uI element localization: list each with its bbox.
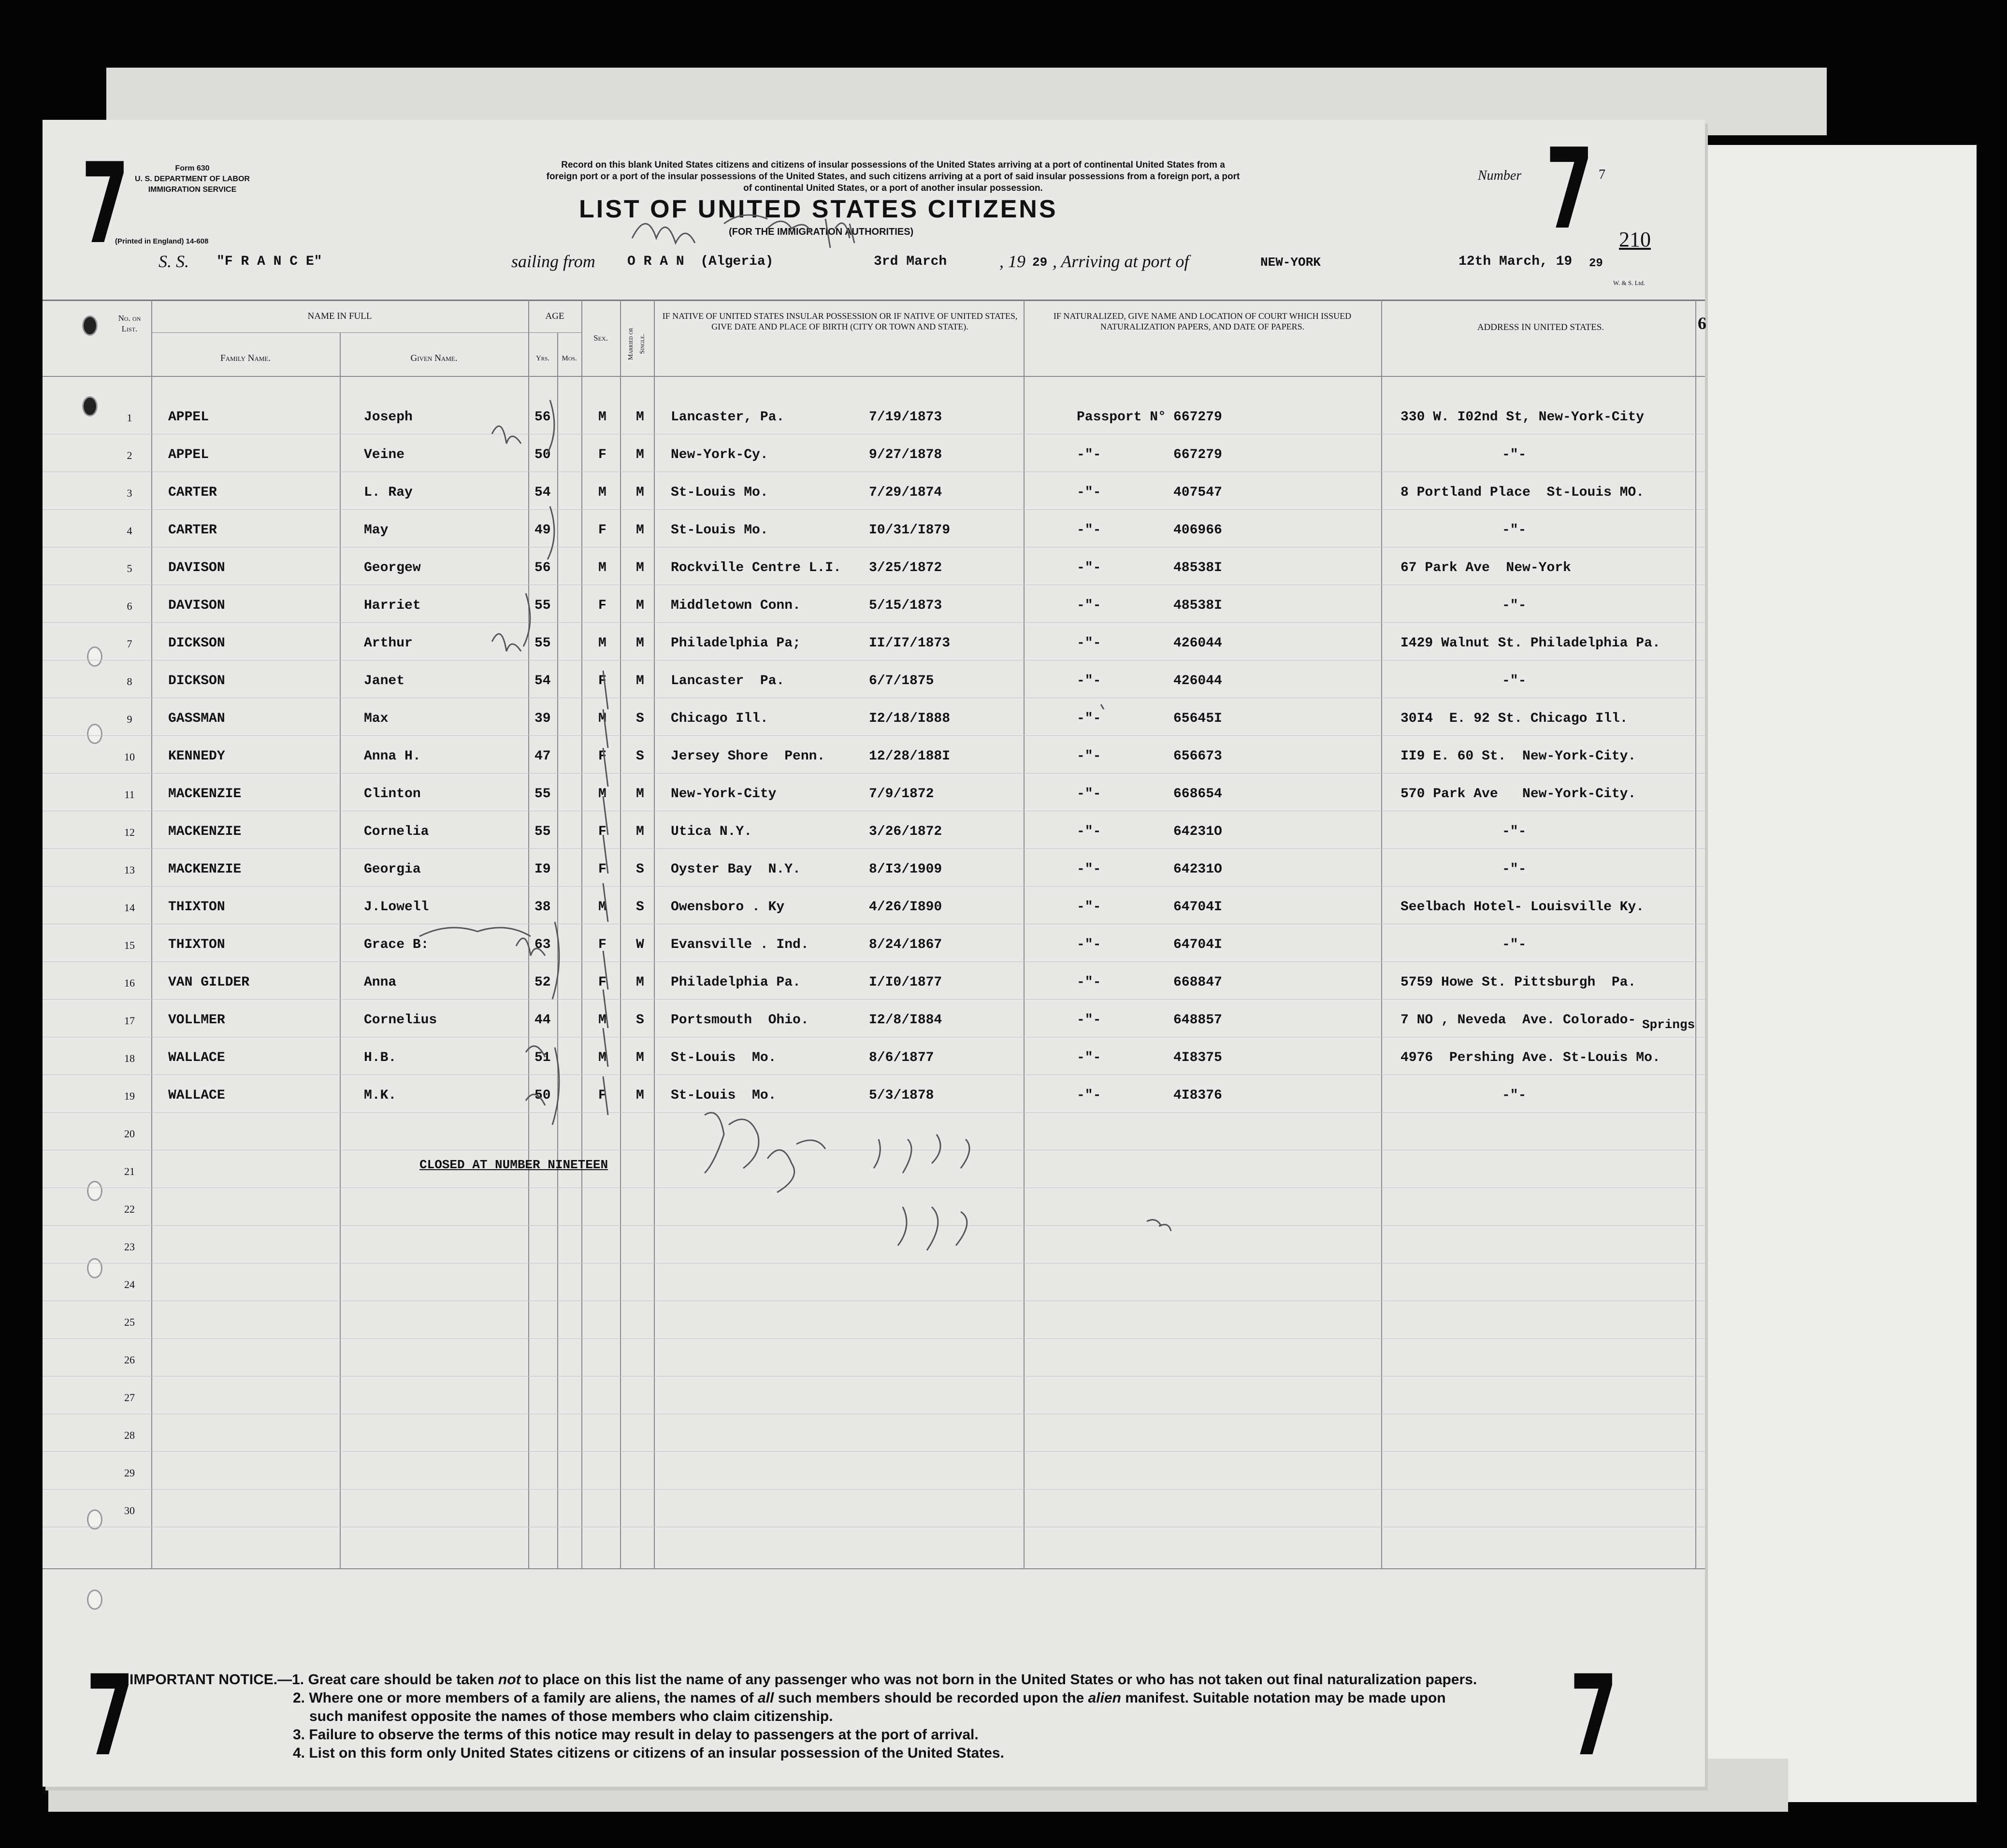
family-name-cell: CARTER (168, 485, 217, 500)
sex-cell: M (598, 485, 606, 500)
birthdate-cell: I2/8/I884 (869, 1013, 942, 1028)
row-number: 9 (127, 713, 132, 725)
sex-cell: M (598, 787, 606, 802)
birthplace-cell: St-Louis Mo. (671, 1050, 777, 1065)
birthdate-cell: 9/27/1878 (869, 447, 942, 462)
papers-number-cell: 64704I (1173, 900, 1222, 915)
sailing-date: 3rd March (874, 254, 947, 269)
family-name-cell: THIXTON (168, 900, 225, 915)
age-cell: 56 (534, 410, 551, 425)
birthplace-cell: New-York-City (671, 787, 777, 802)
service-label: IMMIGRATION SERVICE (148, 186, 237, 194)
age-cell: 38 (534, 900, 551, 915)
birthdate-cell: 3/26/1872 (869, 824, 942, 839)
papers-number-cell: 64704I (1173, 937, 1222, 952)
papers-number-cell: 4I8376 (1173, 1088, 1222, 1103)
sex-cell: F (598, 598, 606, 613)
row-number: 6 (127, 600, 132, 612)
papers-label-cell: -"- (1077, 975, 1101, 990)
notice-line-2-cont: such manifest opposite the names of those members who claim citizenship. (309, 1708, 833, 1724)
sailing-year: 29 (1032, 255, 1048, 270)
sex-cell: F (598, 673, 606, 688)
papers-number-cell: 667279 (1173, 410, 1222, 425)
printer-mark: W. & S. Ltd. (1613, 279, 1645, 287)
row-number: 27 (124, 1391, 135, 1404)
married-cell: M (636, 1050, 644, 1065)
row-number: 7 (127, 638, 132, 650)
sex-cell: F (598, 937, 606, 952)
papers-label-cell: -"- (1077, 862, 1101, 877)
papers-number-cell: 4I8375 (1173, 1050, 1222, 1065)
given-name-cell: Georgew (364, 560, 421, 575)
given-name-cell: Harriet (364, 598, 421, 613)
address-cell: -"- (1502, 824, 1527, 839)
row-number: 12 (124, 826, 135, 838)
papers-number-cell: 65645I (1173, 711, 1222, 726)
address-cell: Seelbach Hotel- Louisville Ky. (1401, 900, 1645, 915)
age-cell: 55 (534, 636, 551, 651)
instructions-line-2: foreign port or a port of the insular possessions of the United States, and such citizens arriving at a port of said insular possessions from a foreign port, a port (546, 172, 1240, 182)
papers-label-cell: -"- (1077, 824, 1101, 839)
side-mark: 6 (1698, 314, 1706, 333)
ship-prefix: S. S. (159, 252, 189, 271)
sex-cell: F (598, 862, 606, 877)
papers-number-cell: 48538I (1173, 598, 1222, 613)
header-naturalized: IF NATURALIZED, GIVE NAME AND LOCATION OF COURT WHICH ISSUED NATURALIZATION PAPERS, AND DATE OF PAPERS. (1053, 311, 1352, 331)
papers-label-cell: -"- (1077, 523, 1101, 538)
header-birthplace: IF NATIVE OF UNITED STATES INSULAR POSSESSION OR IF NATIVE OF UNITED STATES, GIVE DATE AND PLACE OF BIRTH (CITY OR TOWN AND STATE). (662, 311, 1018, 331)
family-name-cell: APPEL (168, 410, 209, 425)
corner-number: 210 (1619, 228, 1651, 251)
row-number: 2 (127, 449, 132, 461)
papers-label-cell: -"- (1077, 598, 1101, 613)
sex-cell: M (598, 711, 606, 726)
age-cell: 52 (534, 975, 551, 990)
given-name-cell: Anna H. (364, 749, 421, 764)
header-family-name: Family Name. (220, 353, 271, 363)
address-cell: 330 W. I02nd St, New-York-City (1401, 410, 1645, 425)
page-title: LIST OF UNITED STATES CITIZENS (579, 195, 1058, 223)
notice-item-1-rest: to place on this list the name of any passenger who was not born in the United States or who has not taken out final naturalization papers. (520, 1672, 1477, 1688)
given-name-cell: Clinton (364, 787, 421, 802)
birthdate-cell: 8/24/1867 (869, 937, 942, 952)
address-cell: 8 Portland Place St-Louis MO. (1401, 485, 1645, 500)
birthplace-cell: Lancaster Pa. (671, 673, 785, 688)
married-cell: M (636, 636, 644, 651)
papers-label-cell: -"- (1077, 787, 1101, 802)
instructions-line-3: of continental United States, or a port of another insular possession. (743, 183, 1043, 193)
row-number: 5 (127, 562, 132, 574)
age-cell: 44 (534, 1013, 551, 1028)
married-cell: S (636, 749, 644, 764)
papers-number-cell: 426044 (1173, 673, 1222, 688)
sex-cell: M (598, 410, 606, 425)
birthdate-cell: 6/7/1875 (869, 673, 934, 688)
married-cell: M (636, 523, 644, 538)
row-number: 14 (124, 902, 135, 914)
age-cell: 51 (534, 1050, 551, 1065)
row-number: 13 (124, 864, 135, 876)
row-number: 20 (124, 1128, 135, 1140)
birthplace-cell: Oyster Bay N.Y. (671, 862, 801, 877)
age-cell: 54 (534, 673, 551, 688)
page-marker-seven-top-left: 7 (81, 140, 130, 269)
birthdate-cell: I/I0/1877 (869, 975, 942, 990)
married-cell: W (636, 937, 644, 952)
age-cell: 55 (534, 787, 551, 802)
notice-item-2-mid: such members should be recorded upon the (774, 1690, 1088, 1706)
notice-heading: IMPORTANT NOTICE.— (130, 1672, 292, 1688)
sex-cell: F (598, 447, 606, 462)
header-sex: Sex. (593, 333, 608, 343)
header-address: ADDRESS IN UNITED STATES. (1477, 322, 1604, 332)
sex-cell: F (598, 824, 606, 839)
papers-label-cell: -"- (1077, 937, 1101, 952)
family-name-cell: CARTER (168, 523, 217, 538)
row-number: 28 (124, 1429, 135, 1441)
birthplace-cell: Middletown Conn. (671, 598, 801, 613)
row-number: 29 (124, 1467, 135, 1479)
page-number-small: 7 (1599, 167, 1605, 182)
birthplace-cell: New-York-Cy. (671, 447, 768, 462)
papers-label-cell: -"- (1077, 485, 1101, 500)
family-name-cell: WALLACE (168, 1050, 225, 1065)
given-name-cell: M.K. (364, 1088, 397, 1103)
given-name-cell: Cornelius (364, 1013, 437, 1028)
birthplace-cell: Philadelphia Pa; (671, 636, 801, 651)
family-name-cell: APPEL (168, 447, 209, 462)
row-number: 8 (127, 675, 132, 688)
married-cell: M (636, 447, 644, 462)
header-age-mos: Mos. (562, 355, 577, 362)
married-cell: S (636, 900, 644, 915)
family-name-cell: VOLLMER (168, 1013, 225, 1028)
married-cell: M (636, 787, 644, 802)
page-marker-seven-top-right: 7 (1545, 125, 1594, 254)
notice-item-2-emphasis-alien: alien (1088, 1690, 1121, 1706)
address-cell: 7 NO , Neveda Ave. Colorado- (1401, 1013, 1636, 1028)
papers-label-cell: -"- (1077, 1013, 1101, 1028)
age-cell: 54 (534, 485, 551, 500)
header-married: Married or Single. (627, 328, 646, 360)
sex-cell: F (598, 749, 606, 764)
given-name-cell: Grace B: (364, 937, 429, 952)
sailing-year-prefix: , 19 (999, 252, 1025, 271)
address-continuation: Springs (1642, 1017, 1695, 1032)
birthplace-cell: Chicago Ill. (671, 711, 768, 726)
papers-label-cell: -"- (1077, 900, 1101, 915)
row-number: 4 (127, 525, 132, 537)
header-no-on-list: No. on List. (118, 314, 141, 333)
row-number: 10 (124, 751, 135, 763)
row-number: 21 (124, 1165, 135, 1177)
arrival-year: 29 (1589, 257, 1603, 270)
notice-item-2-emphasis: all (758, 1690, 774, 1706)
birthdate-cell: 7/29/1874 (869, 485, 942, 500)
given-name-cell: Cornelia (364, 824, 429, 839)
row-number: 25 (124, 1316, 135, 1328)
given-name-cell: Arthur (364, 636, 413, 651)
age-cell: 56 (534, 560, 551, 575)
papers-number-cell: 64231O (1173, 862, 1222, 877)
married-cell: M (636, 410, 644, 425)
married-cell: M (636, 1088, 644, 1103)
department-label: U. S. DEPARTMENT OF LABOR (135, 175, 250, 183)
age-cell: 39 (534, 711, 551, 726)
birthdate-cell: 8/6/1877 (869, 1050, 934, 1065)
printed-in-label: (Printed in England) 14-608 (115, 237, 209, 245)
papers-number-cell: 426044 (1173, 636, 1222, 651)
family-name-cell: MACKENZIE (168, 787, 242, 802)
page-marker-seven-bottom-left: 7 (86, 1652, 134, 1781)
row-number: 11 (124, 788, 135, 801)
sex-cell: M (598, 1050, 606, 1065)
ship-name: "F R A N C E" (217, 254, 322, 269)
row-number: 17 (124, 1015, 135, 1027)
married-cell: S (636, 711, 644, 726)
married-cell: M (636, 598, 644, 613)
birthdate-cell: 5/15/1873 (869, 598, 942, 613)
birthdate-cell: 7/9/1872 (869, 787, 934, 802)
given-name-cell: Janet (364, 673, 405, 688)
notice-item-1-text: 1. Great care should be taken (292, 1672, 498, 1688)
sex-cell: M (598, 900, 606, 915)
given-name-cell: L. Ray (364, 485, 413, 500)
notice-item-1-emphasis: not (498, 1672, 521, 1688)
row-number: 26 (124, 1354, 135, 1366)
papers-number-cell: 648857 (1173, 1013, 1222, 1028)
sailing-from-label: sailing from (511, 252, 595, 271)
married-cell: M (636, 485, 644, 500)
header-age: AGE (545, 311, 564, 321)
papers-label-cell: -"- (1077, 1050, 1101, 1065)
papers-label-cell: -"- (1077, 636, 1101, 651)
notice-item-2-rest: manifest. Suitable notation may be made upon (1121, 1690, 1446, 1706)
married-cell: S (636, 862, 644, 877)
row-number: 3 (127, 487, 132, 499)
header-age-yrs: Yrs. (535, 355, 550, 362)
underlying-sheet-right (1677, 145, 1977, 1802)
papers-number-cell: 48538I (1173, 560, 1222, 575)
age-cell: I9 (534, 862, 551, 877)
papers-label-cell: -"- (1077, 1088, 1101, 1103)
sailing-port: O R A N (Algeria) (627, 254, 774, 269)
address-cell: II9 E. 60 St. New-York-City. (1401, 749, 1636, 764)
papers-label-cell: -"- (1077, 447, 1101, 462)
given-name-cell: Max (364, 711, 389, 726)
family-name-cell: DAVISON (168, 598, 225, 613)
family-name-cell: GASSMAN (168, 711, 225, 726)
papers-number-cell: 656673 (1173, 749, 1222, 764)
birthdate-cell: 5/3/1878 (869, 1088, 934, 1103)
page-marker-seven-bottom-right: 7 (1570, 1652, 1618, 1781)
address-cell: -"- (1502, 673, 1527, 688)
birthplace-cell: Evansville . Ind. (671, 937, 809, 952)
row-number: 16 (124, 977, 135, 989)
address-cell: 67 Park Ave New-York (1401, 560, 1571, 575)
family-name-cell: DAVISON (168, 560, 225, 575)
married-cell: M (636, 824, 644, 839)
number-label: Number (1478, 168, 1522, 183)
address-cell: -"- (1502, 523, 1527, 538)
papers-label-cell: -"- (1077, 560, 1101, 575)
birthdate-cell: I0/31/I879 (869, 523, 951, 538)
birthdate-cell: 7/19/1873 (869, 410, 942, 425)
birthplace-cell: Rockville Centre L.I. (671, 560, 841, 575)
birthplace-cell: Portsmouth Ohio. (671, 1013, 809, 1028)
birthdate-cell: 3/25/1872 (869, 560, 942, 575)
age-cell: 47 (534, 749, 551, 764)
given-name-cell: H.B. (364, 1050, 397, 1065)
given-name-cell: Joseph (364, 410, 413, 425)
form-number: Form 630 (175, 164, 210, 172)
address-cell: 4976 Pershing Ave. St-Louis Mo. (1401, 1050, 1660, 1065)
papers-label-cell: -"- (1077, 711, 1101, 726)
address-cell: -"- (1502, 447, 1527, 462)
given-name-cell: Anna (364, 975, 397, 990)
arrival-date: 12th March, 19 (1458, 254, 1573, 269)
papers-number-cell: 667279 (1173, 447, 1222, 462)
family-name-cell: MACKENZIE (168, 824, 242, 839)
birthplace-cell: Philadelphia Pa. (671, 975, 801, 990)
manifest-page (43, 120, 1705, 1787)
row-number: 1 (127, 412, 132, 424)
birthplace-cell: Utica N.Y. (671, 824, 752, 839)
family-name-cell: THIXTON (168, 937, 225, 952)
papers-number-cell: 668847 (1173, 975, 1222, 990)
age-cell: 50 (534, 1088, 551, 1103)
age-cell: 55 (534, 824, 551, 839)
family-name-cell: MACKENZIE (168, 862, 242, 877)
notice-line-1 (130, 1671, 1477, 1689)
papers-label-cell: -"- (1077, 749, 1101, 764)
given-name-cell: Veine (364, 447, 405, 462)
family-name-cell: WALLACE (168, 1088, 225, 1103)
papers-label-cell: Passport N° (1077, 410, 1166, 425)
birthplace-cell: Owensboro . Ky (671, 900, 785, 915)
birthplace-cell: St-Louis Mo. (671, 523, 768, 538)
family-name-cell: DICKSON (168, 673, 225, 688)
address-cell: 30I4 E. 92 St. Chicago Ill. (1401, 711, 1628, 726)
given-name-cell: J.Lowell (364, 900, 429, 915)
row-number: 30 (124, 1504, 135, 1517)
sex-cell: M (598, 1013, 606, 1028)
birthdate-cell: 8/I3/1909 (869, 862, 942, 877)
sex-cell: F (598, 523, 606, 538)
arriving-port: NEW-YORK (1260, 255, 1321, 270)
family-name-cell: DICKSON (168, 636, 225, 651)
address-cell: -"- (1502, 598, 1527, 613)
address-cell: 570 Park Ave New-York-City. (1401, 787, 1636, 802)
birthdate-cell: II/I7/1873 (869, 636, 951, 651)
birthplace-cell: St-Louis Mo. (671, 485, 768, 500)
given-name-cell: May (364, 523, 389, 538)
address-cell: -"- (1502, 1088, 1527, 1103)
page-subtitle: (FOR THE IMMIGRATION AUTHORITIES) (729, 227, 914, 237)
header-name-in-full: NAME IN FULL (307, 311, 372, 321)
notice-line-2 (130, 1689, 1477, 1707)
sex-cell: F (598, 975, 606, 990)
birthplace-cell: Lancaster, Pa. (671, 410, 785, 425)
married-cell: M (636, 560, 644, 575)
header-given-name: Given Name. (410, 353, 458, 363)
sex-cell: M (598, 636, 606, 651)
notice-line-3: 3. Failure to observe the terms of this notice may result in delay to passengers at the port of arrival. (293, 1727, 979, 1743)
row-number: 24 (124, 1278, 135, 1290)
row-number: 19 (124, 1090, 135, 1102)
sex-cell: F (598, 1088, 606, 1103)
papers-number-cell: 407547 (1173, 485, 1222, 500)
papers-label-cell: -"- (1077, 673, 1101, 688)
married-cell: S (636, 1013, 644, 1028)
age-cell: 49 (534, 523, 551, 538)
sex-cell: M (598, 560, 606, 575)
papers-number-cell: 64231O (1173, 824, 1222, 839)
married-cell: M (636, 975, 644, 990)
instructions-line-1: Record on this blank United States citizens and citizens of insular possessions of the United States arriving at a port of continental United States from a (561, 160, 1225, 170)
binder-hole (87, 1590, 102, 1610)
row-number: 23 (124, 1241, 135, 1253)
papers-number-cell: 406966 (1173, 523, 1222, 538)
address-cell: 5759 Howe St. Pittsburgh Pa. (1401, 975, 1636, 990)
birthplace-cell: St-Louis Mo. (671, 1088, 777, 1103)
birthdate-cell: 4/26/I890 (869, 900, 942, 915)
row-number: 18 (124, 1052, 135, 1064)
row-number: 15 (124, 939, 135, 951)
birthdate-cell: 12/28/188I (869, 749, 951, 764)
birthplace-cell: Jersey Shore Penn. (671, 749, 825, 764)
given-name-cell: Georgia (364, 862, 421, 877)
handwritten-marks (43, 120, 1705, 1569)
notice-line-4: 4. List on this form only United States citizens or citizens of an insular possession of the United States. (293, 1745, 1004, 1761)
age-cell: 63 (534, 937, 551, 952)
address-cell: I429 Walnut St. Philadelphia Pa. (1401, 636, 1660, 651)
important-notice (130, 1671, 1477, 1762)
papers-number-cell: 668654 (1173, 787, 1222, 802)
address-cell: -"- (1502, 862, 1527, 877)
closed-note: CLOSED AT NUMBER NINETEEN (419, 1158, 608, 1172)
family-name-cell: KENNEDY (168, 749, 225, 764)
age-cell: 55 (534, 598, 551, 613)
birthdate-cell: I2/18/I888 (869, 711, 951, 726)
row-number: 22 (124, 1203, 135, 1215)
arriving-label: , Arriving at port of (1053, 252, 1189, 271)
notice-item-2-text: 2. Where one or more members of a family are aliens, the names of (293, 1690, 758, 1706)
age-cell: 50 (534, 447, 551, 462)
address-cell: -"- (1502, 937, 1527, 952)
married-cell: M (636, 673, 644, 688)
family-name-cell: VAN GILDER (168, 975, 250, 990)
